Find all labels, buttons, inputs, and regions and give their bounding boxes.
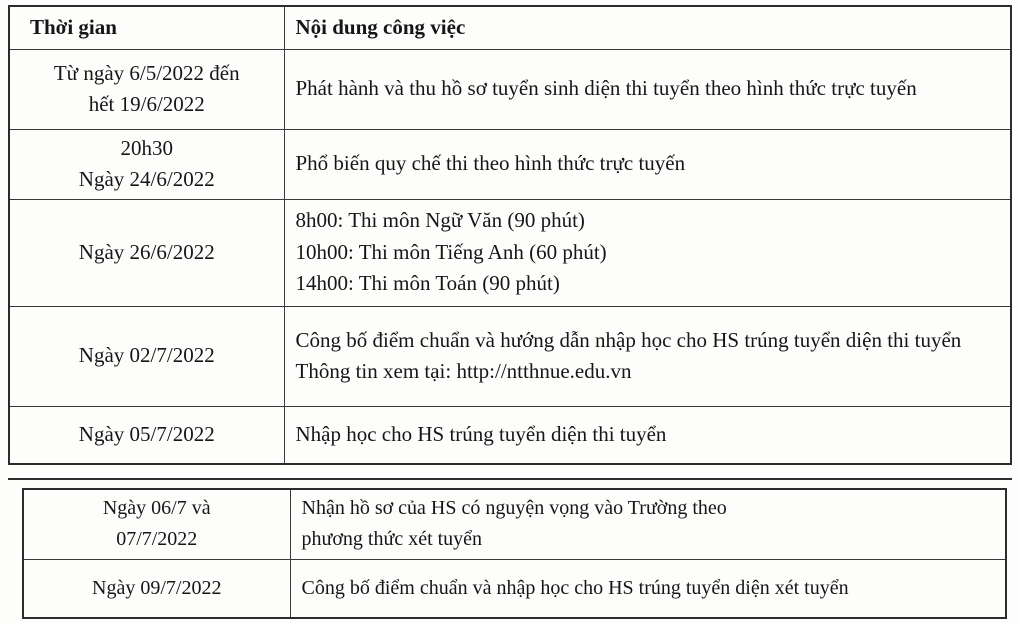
table-row xyxy=(9,129,1011,199)
time-cell xyxy=(9,199,284,306)
task-cell xyxy=(290,489,1006,559)
time-text: 07/7/2022 xyxy=(116,528,198,551)
header-cell-task: Nội dung công việc xyxy=(284,6,1011,49)
time-cell xyxy=(9,306,284,406)
task-cell xyxy=(284,199,1011,306)
table-row xyxy=(9,306,1011,406)
task-cell xyxy=(284,129,1011,199)
table-separator-line xyxy=(8,478,1012,480)
table-row xyxy=(9,199,1011,306)
time-text: Ngày 02/7/2022 xyxy=(78,343,215,368)
table-row xyxy=(23,489,1006,559)
time-text: Ngày 26/6/2022 xyxy=(78,239,215,264)
time-text: hết 19/6/2022 xyxy=(88,92,205,116)
time-text: Ngày 05/7/2022 xyxy=(78,422,215,446)
task-text: Nhập học cho HS trúng tuyển diện thi tuyển xyxy=(295,422,667,446)
table-row xyxy=(23,559,1006,618)
time-cell xyxy=(9,129,284,199)
task-text: Phổ biến quy chế thi theo hình thức trực tuyến xyxy=(295,151,686,176)
time-cell xyxy=(23,559,290,618)
time-cell xyxy=(9,406,284,464)
task-text: Phát hành và thu hồ sơ tuyển sinh diện thi tuyển theo hình thức trực tuyến xyxy=(295,76,917,101)
time-cell xyxy=(9,49,284,129)
url-text: Thông tin xem tại: http://ntthnue.edu.vn xyxy=(295,359,632,383)
time-text: Ngày 24/6/2022 xyxy=(78,167,215,191)
task-cell xyxy=(284,406,1011,464)
time-text: Ngày 09/7/2022 xyxy=(92,576,222,599)
task-text: Công bố điểm chuẩn và nhập học cho HS trúng tuyển diện xét tuyển xyxy=(301,576,849,599)
schedule-table-secondary xyxy=(22,488,1007,619)
task-text: 10h00: Thi môn Tiếng Anh (60 phút) xyxy=(295,239,607,264)
table-row xyxy=(9,49,1011,129)
task-text: 14h00: Thi môn Toán (90 phút) xyxy=(295,271,560,296)
table-header-row xyxy=(9,6,1011,49)
header-cell-time: Thời gian xyxy=(9,6,284,49)
time-cell xyxy=(23,489,290,559)
task-cell xyxy=(290,559,1006,618)
task-text: 8h00: Thi môn Ngữ Văn (90 phút) xyxy=(295,208,585,233)
task-cell xyxy=(284,306,1011,406)
time-text: 20h30 xyxy=(120,135,173,160)
table-row xyxy=(9,406,1011,464)
task-text: phương thức xét tuyển xyxy=(301,528,483,551)
time-text: Ngày 06/7 và xyxy=(102,497,211,520)
task-cell xyxy=(284,49,1011,129)
task-text: Nhận hồ sơ của HS có nguyện vọng vào Trường theo xyxy=(301,497,727,520)
time-text: Từ ngày 6/5/2022 đến xyxy=(53,60,240,85)
task-text: Công bố điểm chuẩn và hướng dẫn nhập học cho HS trúng tuyển diện thi tuyển xyxy=(295,327,962,352)
schedule-table-main xyxy=(8,5,1012,465)
